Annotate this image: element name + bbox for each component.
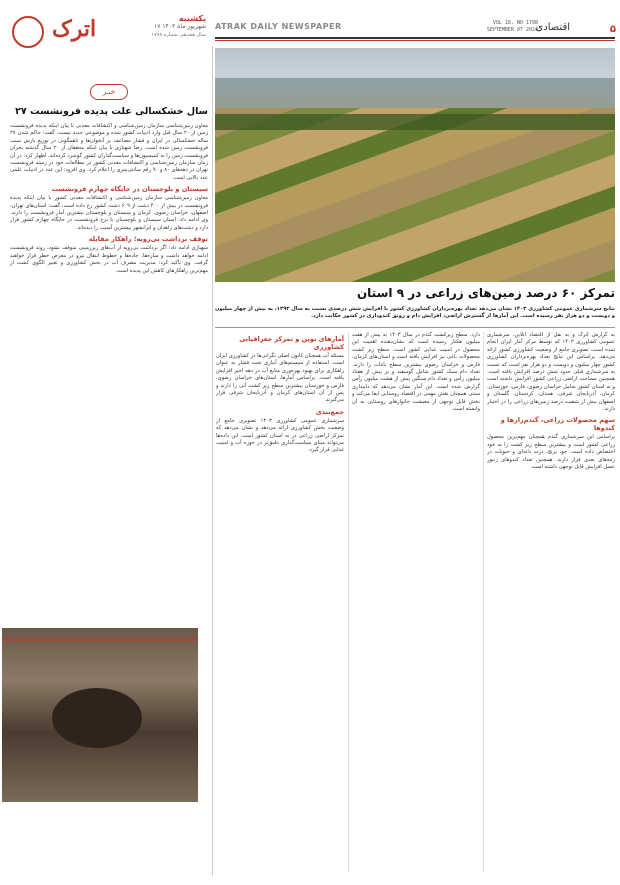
column-divider: [212, 46, 213, 876]
volume-info: [487, 20, 538, 34]
column-1-text: به گزارش اترک و به نقل از اقتصاد آنلاین، سرشماری عمومی کشاورزی ۱۴۰۳ که توسط مرکز آمار ایران انجام شده است، تصویری جامع از وضعیت کشاورزی کشور ارائه می‌دهد. براساس این نتایج تعداد بهره‌برداران کشاورزی کشور چهار میلیون و دویست و دو هزار نفر است که نسبت به سرشماری قبلی حدود شش درصد افزایش یافته است. همچنین مساحت اراضی زراعی کشور افزایش داشته است و نه استان کشور شامل خراسان رضوی، فارس، خوزستان، کرمان، آذربایجان شرقی، همدان، کردستان، گلستان و اصفهان بیش از شصت درصد زمین‌های زراعی را در اختیار دارند.: [487, 332, 615, 413]
header-rule: [215, 37, 615, 39]
issue-number: سال هجدهم، شماره ۱۷۹۸: [151, 32, 206, 38]
column-3-text: مسئله آب همچنان کانون اصلی نگرانی‌ها در کشاورزی ایران است. استفاده از سیستم‌های آبیاری تحت فشار به عنوان راهکاری برای بهبود بهره‌وری منابع آب در دهه اخیر افزایش یافته است. براساس آمارها، استان‌های خراسان رضوی، فارس و خوزستان بیشترین سطح زیر کشت آبی را دارند و پس از آن استان‌های کرمان و آذربایجان شرقی قرار می‌گیرند.: [216, 353, 344, 404]
section-title: اقتصادی: [535, 22, 570, 33]
issue-day: یکشنبه: [178, 14, 206, 23]
column-3-text-b: سرشماری عمومی کشاورزی ۱۴۰۳ تصویری جامع از وضعیت بخش کشاورزی ارائه می‌دهد و نشان می‌دهد که تمرکز اراضی زراعی در نه استان کشور است. این داده‌ها می‌تواند مبنای سیاست‌گذاری دقیق‌تر در حوزه آب و امنیت غذایی قرار گیرد.: [216, 417, 344, 454]
page-header: [0, 0, 620, 46]
news-tag: خبـر: [90, 84, 128, 100]
photo-trees: [215, 114, 615, 130]
column-separator: [483, 332, 484, 872]
lead-rule: [215, 327, 615, 328]
column-1-subhead: سهم محصولات زراعی، گندم‌زارها و کندوها: [500, 416, 615, 433]
sinkhole-photo: [2, 628, 198, 802]
left-body-2: معاون زمین‌شناسی سازمان زمین‌شناسی و اکتشافات معدنی کشور با بیان اینکه پدیده فرونشست در بیش از ۴۰۰ دشت از ۶۰۹ دشت کشور رخ داده است، گفت: استان‌های تهران، اصفهان، خراسان رضوی، کرمان و سیستان و بلوچستان بیشترین آمار فرونشست را دارند. وی ادامه داد: استان سیستان و بلوچستان با نرخ فرونشست در جایگاه چهارم کشور قرار دارد و دشت‌های زاهدان و ایرانشهر بیشترین آسیب را دیده‌اند.: [10, 195, 208, 231]
photo-sinkhole: [52, 688, 142, 748]
column-3-headline: آمارهای نوین و تمرکز جغرافیایی کشاورزی: [239, 335, 344, 351]
logo-text: اترک: [52, 16, 97, 42]
left-body-3: شهبازی ادامه داد: اگر برداشت بی‌رویه از آب‌های زیرزمینی متوقف نشود، روند فرونشست ادامه خواهد داشت و سازه‌ها، جاده‌ها و خطوط انتقال نیرو در معرض خطر قرار خواهند گرفت. وی تأکید کرد: مدیریت مصرف آب در بخش کشاورزی و تغییر الگوی کشت از مهم‌ترین راهکارهای کاهش این پدیده است.: [10, 245, 208, 274]
photo-fields: [215, 108, 615, 282]
column-3-subhead: جمع‌بندی: [315, 407, 344, 416]
article-column-3: [216, 332, 344, 877]
column-1-text-b: براساس این سرشماری گندم همچنان مهم‌ترین محصول زراعی کشور است و بیشترین سطح زیر کشت را به خود اختصاص داده است. جو، برنج، ذرت دانه‌ای و حبوبات در رتبه‌های بعدی قرار دارند. همچنین تعداد کندوهای زنبور عسل افزایش قابل توجهی داشته است.: [487, 434, 615, 471]
left-subhead-1: سیستان و بلوچستان در جایگاه چهارم فرونشست: [51, 185, 208, 194]
article-column-2: [352, 332, 480, 877]
page-number: ۵: [609, 24, 616, 35]
column-separator: [348, 332, 349, 872]
left-subhead-2: توقف برداشت بی‌رویه؛ راهکار مقابله: [88, 235, 208, 244]
left-headline: ۲۷ سال خشکسالی علت پدیده فرونشست: [15, 106, 208, 117]
left-body-1: معاون زمین‌شناسی سازمان زمین‌شناسی و اکتشافات معدنی با بیان اینکه پدیده فرونشست زمین از ۲۰ سال قبل وارد ادبیات کشور شده و موضوعی جدید نیست، گفت: حاکم شدن ۲۷ ساله خشکسالی در ایران و فشار مضاعف بر آبخوان‌ها و ناهمگونی در توزیع بارش سبب فرونشست زمین شده است. رضا شهبازی با بیان اینکه محققان از ۲۰ سال گذشته بحران فرونشست زمین را به کمیسیون‌ها و سیاست‌گذاران کشور گوشزد کرده‌اند، اظهار کرد: در آن زمان سازمان زمین‌شناسی و اکتشافات معدنی کشور در مطالعات خود در زمینه فرونشست تهران در دهه‌های ۸۰ و ۹۰ رقم سانتی‌متری را اعلام کرد. وی افزود: این عدد در ادبیات علمی عدد بالایی است.: [9, 123, 208, 181]
farmland-photo: [215, 48, 615, 282]
issue-date: [112, 14, 206, 38]
english-title: ATRAK DAILY NEWSPAPER: [215, 22, 342, 31]
volume-date: SEPTEMBER 07 2024: [486, 27, 538, 33]
main-lead: نتایج سرشماری عمومی کشاورزی ۱۴۰۳ نشان می‌دهد تعداد بهره‌برداران کشاورزی کشور با افزایش شش درصدی نسبت به سال ۱۳۹۳، به بیش از چهار میلیون و دویست و دو هزار نفر رسیده است. این آمارها از گسترش اراضی، افزایش دام و رونق کندوداری در کشور حکایت دارد.: [215, 306, 615, 319]
volume-number: VOL 18, NO 1798: [492, 20, 538, 26]
column-2-text: دارد. سطح زیرکشت گندم در سال ۱۴۰۳ به بیش از هفت میلیون هکتار رسیده است که نشان‌دهنده اهمیت این محصول در امنیت غذایی کشور است. سطح زیر کشت محصولات باغی نیز افزایش یافته است و استان‌های کرمان، فارس و خراسان رضوی بیشترین سطح باغات را دارند. تعداد دام سبک کشور شامل گوسفند و بز بیش از هفتاد میلیون رأس و تعداد دام سنگین بیش از هشت میلیون رأس گزارش شده است. این آمار نشان می‌دهد که دامداری سنتی همچنان نقش مهمی در اقتصاد روستایی ایفا می‌کند و بخش قابل توجهی از معیشت خانوارهای روستایی به آن وابسته است.: [352, 332, 480, 413]
header-accent-rule: [215, 40, 615, 41]
issue-full-date: ۱۷ شهریور ماه ۱۴۰۳: [153, 23, 206, 30]
main-headline: تمرکز ۶۰ درصد زمین‌های زراعی در ۹ استان: [356, 286, 615, 300]
photo-fence: [2, 638, 198, 641]
article-column-1: [487, 332, 615, 877]
logo-emblem-icon: [12, 16, 44, 48]
